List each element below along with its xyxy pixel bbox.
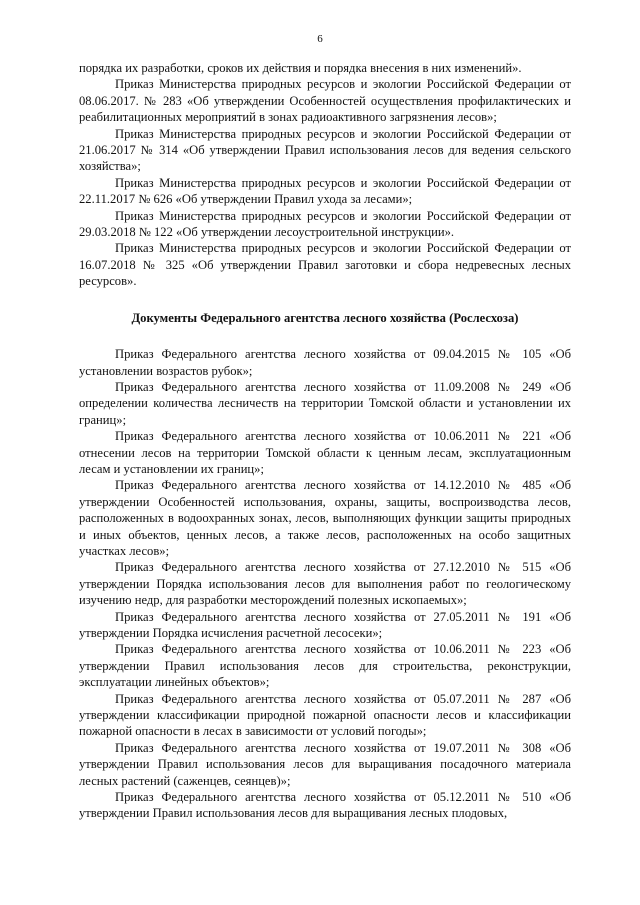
paragraph: Приказ Федерального агентства лесного хозяйства от 09.04.2015 № 105 «Об установлении возрастов рубок»; (79, 347, 571, 378)
paragraph: Приказ Федерального агентства лесного хозяйства от 11.09.2008 № 249 «Об определении количества лесничеств на территории Томской области и установлении их границ»; (79, 379, 571, 427)
paragraph: Приказ Министерства природных ресурсов и экологии Российской Федерации от 21.06.2017 № 314 «Об утверждении Правил использования лесов для ведения сельского хозяйства»; (79, 126, 571, 174)
document-body (79, 60, 571, 822)
paragraph: Приказ Федерального агентства лесного хозяйства от 05.12.2011 № 510 «Об утверждении Правил использования лесов для выращивания лесных плодовых, (79, 790, 571, 821)
paragraph: Приказ Федерального агентства лесного хозяйства от 19.07.2011 № 308 «Об утверждении Правил использования лесов для выращивания посадочного материала лесных растений (саженцев, сеянцев)»; (79, 740, 571, 788)
paragraph: Приказ Министерства природных ресурсов и экологии Российской Федерации от 22.11.2017 № 626 «Об утверждении Правил ухода за лесами»; (79, 175, 571, 207)
paragraph: Приказ Министерства природных ресурсов и экологии Российской Федерации от 16.07.2018 № 325 «Об утверждении Правил заготовки и сбора недревесных лесных ресурсов». (79, 241, 571, 289)
paragraph: Приказ Министерства природных ресурсов и экологии Российской Федерации от 29.03.2018 № 122 «Об утверждении лесоустроительной инструкции». (79, 208, 571, 240)
paragraph: Приказ Федерального агентства лесного хозяйства от 10.06.2011 № 223 «Об утверждении Правил использования лесов для строительства, реконструкции, эксплуатации линейных объектов»; (79, 642, 571, 690)
paragraph: Приказ Федерального агентства лесного хозяйства от 27.05.2011 № 191 «Об утверждении Порядка исчисления расчетной лесосеки»; (79, 609, 571, 640)
section-heading: Документы Федерального агентства лесного хозяйства (Рослесхоза) (131, 310, 519, 325)
page-number: 6 (317, 33, 323, 45)
paragraph: порядка их разработки, сроков их действия и порядка внесения в них изменений». (79, 61, 522, 75)
paragraph: Приказ Федерального агентства лесного хозяйства от 27.12.2010 № 515 «Об утверждении Порядка использования лесов для выполнения работ по геологическому изучению недр, для разработки месторождений полезных ископаемых»; (79, 560, 571, 608)
paragraph: Приказ Федерального агентства лесного хозяйства от 05.07.2011 № 287 «Об утверждении классификации природной пожарной опасности лесов и классификации пожарной опасности в лесах в зависимости от условий погоды»; (79, 691, 571, 739)
paragraph: Приказ Федерального агентства лесного хозяйства от 14.12.2010 № 485 «Об утверждении Особенностей использования, охраны, защиты, воспроизводства лесов, расположенных в водоохранных зонах, лесов, выполняющих функции защиты природных и иных объектов, ценных лесов, а также лесов, расположенных на особо защитных участках лесов»; (79, 478, 571, 558)
paragraph: Приказ Министерства природных ресурсов и экологии Российской Федерации от 08.06.2017. № 283 «Об утверждении Особенностей осуществления профилактических и реабилитационных мероприятий в зонах радиоактивного загрязнения лесов»; (79, 77, 571, 125)
paragraph: Приказ Федерального агентства лесного хозяйства от 10.06.2011 № 221 «Об отнесении лесов на территории Томской области к ценным лесам, эксплуатационным лесам и установлении их границ»; (79, 429, 571, 476)
